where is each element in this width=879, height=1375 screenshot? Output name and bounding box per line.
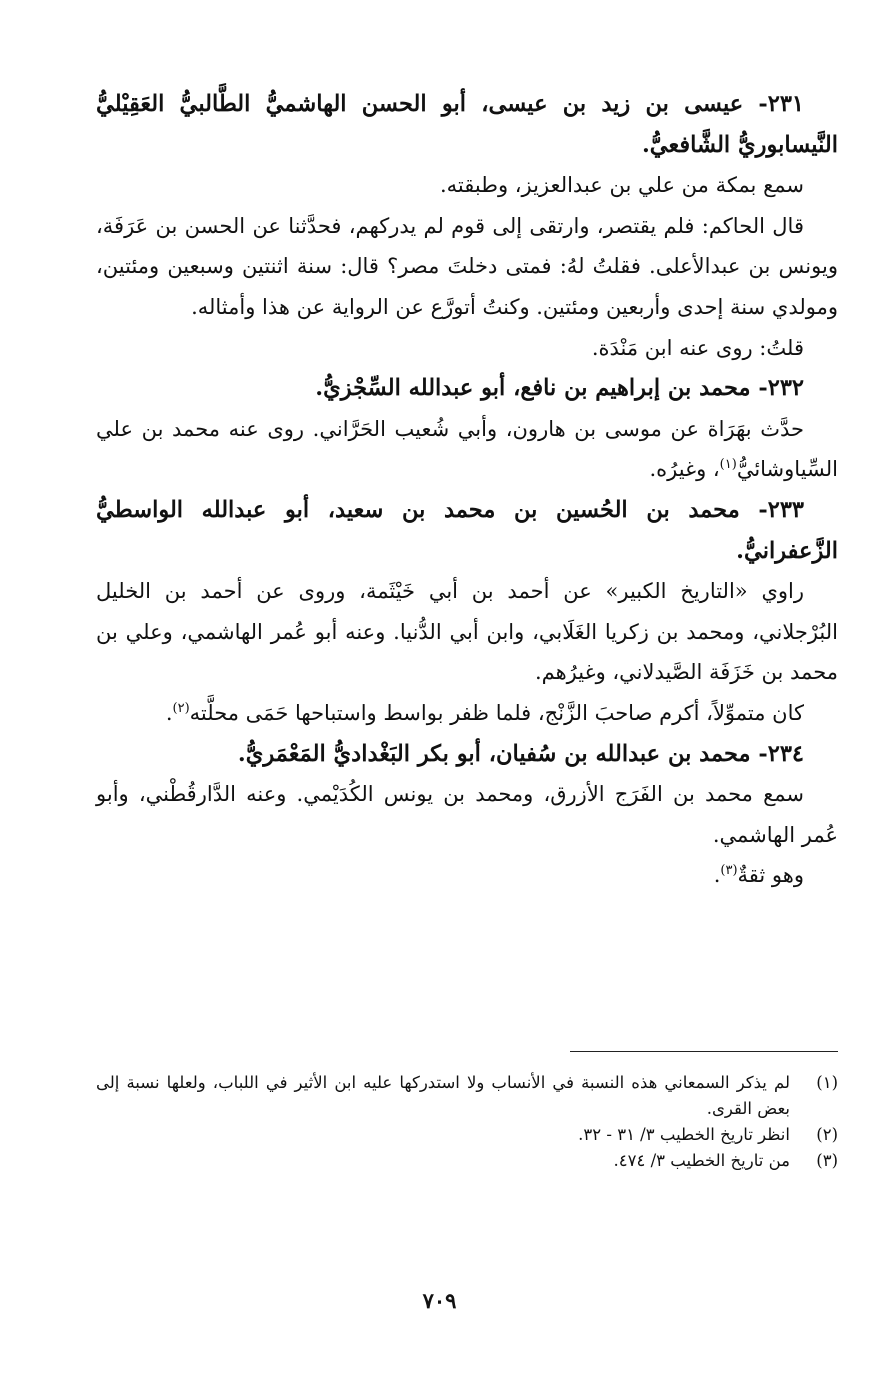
footnote-number: (٢): [816, 1125, 838, 1144]
footnote-1: [96, 1070, 838, 1122]
entry-heading-232: ٢٣٢- محمد بن إبراهيم بن نافع، أبو عبدالله السِّجْزيُّ.: [315, 375, 804, 402]
footnote-ref-2: (٢): [172, 700, 190, 716]
footnote-separator: [570, 1051, 838, 1052]
entry-234-text: وهو ثقةٌ: [737, 863, 804, 888]
entry-heading-233: ٢٣٣- محمد بن الحُسين بن محمد بن سعيد، أبو عبدالله الواسطيُّ الزَّعفرانيُّ.: [96, 496, 838, 564]
footnote-ref-3: (٣): [720, 863, 738, 879]
entry-231-paragraph-2: قال الحاكم: فلم يقتصر، وارتقى إلى قوم لم يدركهم، فحدَّثنا عن الحسن بن عَرَفَة، ويونس بن عبدالأعلى. فقلتُ لهُ: فمتى دخلتَ مصر؟ قال: سنة اثنتين وسبعين ومئتين، ومولدي سنة إحدى وأربعين ومئتين. وكنتُ أتورَّع عن الرواية عن هذا وأمثاله.: [96, 213, 838, 319]
entry-231-paragraph-1: سمع بمكة من علي بن عبدالعزيز، وطبقته.: [440, 173, 804, 198]
entry-234-paragraph-2: [96, 855, 838, 896]
entry-231-paragraph-3: قلتُ: روى عنه ابن مَنْدَة.: [591, 335, 804, 360]
entry-heading-234: ٢٣٤- محمد بن عبدالله بن سُفيان، أبو بكر البَغْداديُّ المَعْمَريُّ.: [237, 740, 804, 767]
footnote-number: (٣): [816, 1151, 838, 1170]
footnotes: [96, 1070, 838, 1174]
entry-233-text: كان متموِّلاً، أكرم صاحبَ الزَّنْج، فلما ظفر بواسط واستباحها حَمَى محلَّته: [189, 700, 804, 725]
entry-233-paragraph-2: [96, 693, 838, 734]
main-text: [96, 84, 838, 896]
entry-234-paragraph-1: سمع محمد بن الفَرَج الأزرق، ومحمد بن يونس الكُدَيْمي. وعنه الدَّارقُطْني، وأبو عُمر الهاشمي.: [96, 782, 838, 847]
footnote-3: [96, 1148, 838, 1174]
footnote-number: (١): [816, 1073, 838, 1092]
entry-234-period: .: [713, 863, 721, 888]
footnote-text: لم يذكر السمعاني هذه النسبة في الأنساب ولا استدركها عليه ابن الأثير في اللباب، ولعلها نسبة إلى بعض القرى.: [96, 1073, 790, 1118]
footnote-text: من تاريخ الخطيب ٣/ ٤٧٤.: [613, 1151, 790, 1170]
entry-233-paragraph-1: راوي «التاريخ الكبير» عن أحمد بن أبي خَيْثَمة، وروى عن أحمد بن الخليل البُرْجلاني، ومحمد بن زكريا الغَلَابي، وابن أبي الدُّنيا. وعنه أبو عُمر الهاشمي، وعلي بن محمد بن خَزَفَة الصَّيدلاني، وغيرُهم.: [96, 579, 838, 685]
footnote-text: انظر تاريخ الخطيب ٣/ ٣١ - ٣٢.: [578, 1125, 790, 1144]
entry-232-text-b: ، وغيرُه.: [649, 457, 720, 482]
entry-232-paragraph-1: [96, 409, 838, 490]
page-number: ٧٠٩: [422, 1288, 457, 1313]
entry-233-period: .: [165, 700, 173, 725]
footnote-2: [96, 1122, 838, 1148]
entry-232-text-a: حدَّث بهَرَاة عن موسى بن هارون، وأبي شُعيب الحَرَّاني. روى عنه محمد بن علي السِّياوشائيُّ: [96, 416, 838, 482]
footnote-ref-1: (١): [719, 457, 737, 473]
entry-heading-231: ٢٣١- عيسى بن زيد بن عيسى، أبو الحسن الهاشميُّ الطَّالبيُّ العَقِيْليُّ النَّيسابوريُّ الشَّافعيُّ.: [96, 91, 838, 158]
